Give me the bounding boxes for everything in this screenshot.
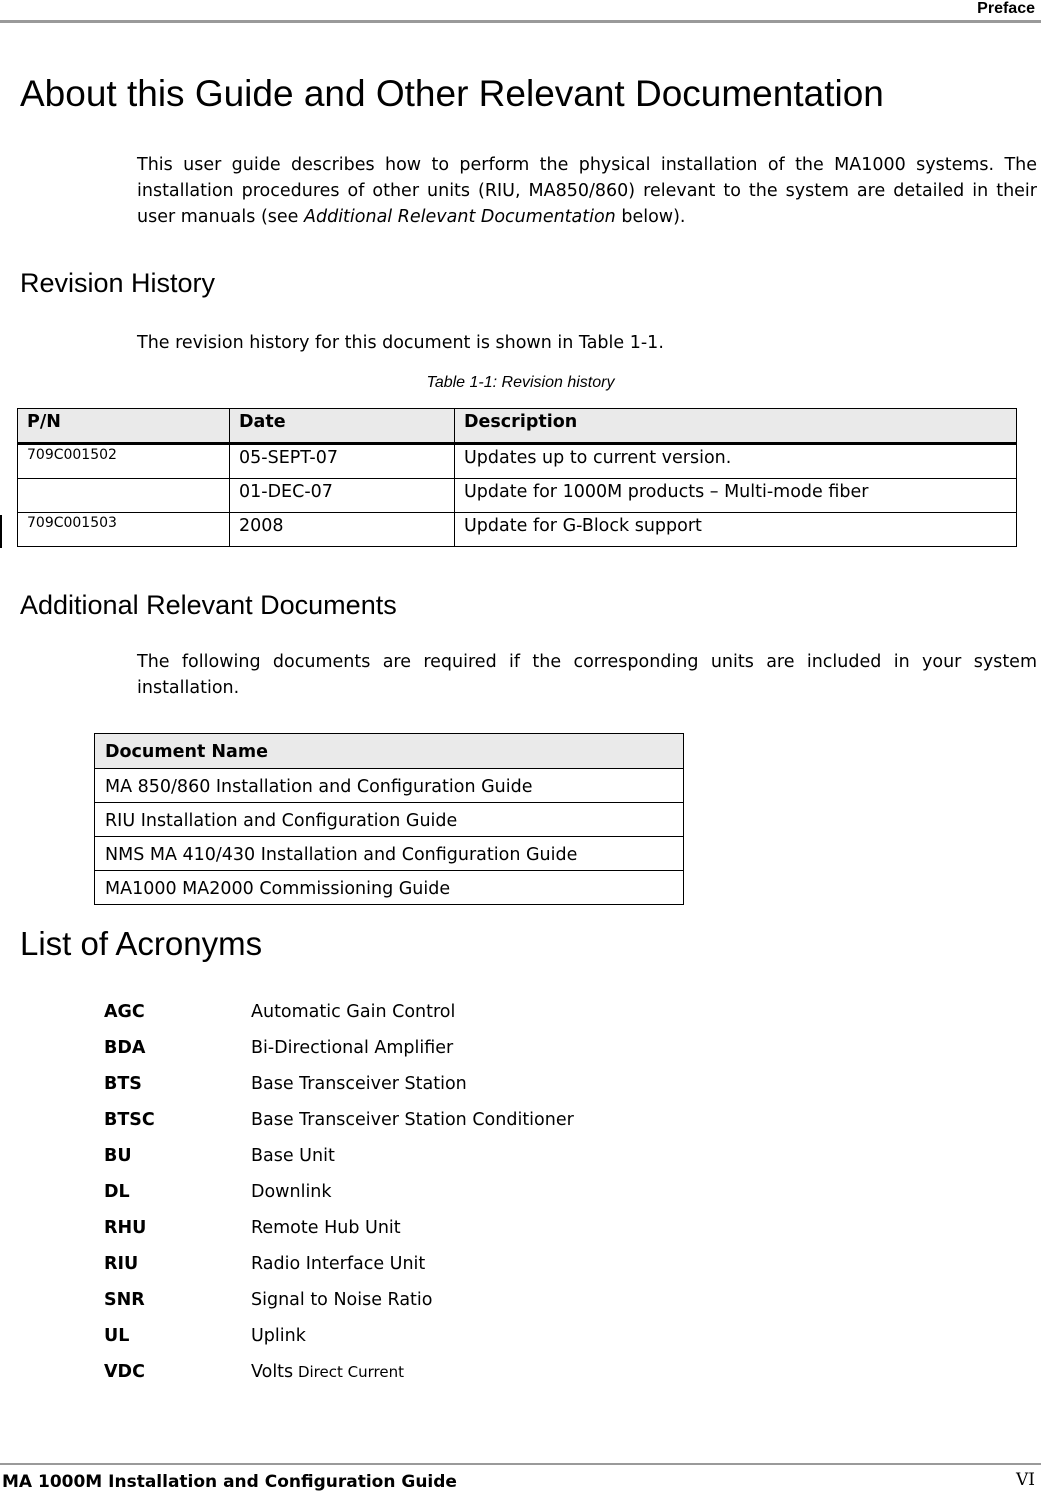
- pn-column-header: P/N: [18, 409, 230, 444]
- about-heading: About this Guide and Other Relevant Documentation: [20, 73, 884, 114]
- table-caption: Table 1-1: Revision history: [426, 374, 615, 391]
- acronym-meaning: Bi-Directional Amplifier: [251, 1038, 454, 1058]
- description-cell: Update for G-Block support: [455, 513, 1017, 547]
- about-paragraph: [137, 152, 1037, 230]
- table-row: [95, 803, 684, 837]
- acronym-meaning: Radio Interface Unit: [251, 1254, 426, 1274]
- documents-table: [94, 733, 684, 905]
- pn-cell: [18, 479, 230, 513]
- acronym-meaning: Base Unit: [251, 1146, 335, 1166]
- table-row: [18, 513, 1017, 547]
- list-item: [104, 1287, 574, 1323]
- list-item: [104, 1179, 574, 1215]
- acronym-abbr: RIU: [104, 1254, 139, 1274]
- acronym-meaning: Uplink: [251, 1326, 306, 1346]
- date-cell: 2008: [230, 513, 455, 547]
- acronym-meaning: Remote Hub Unit: [251, 1218, 401, 1238]
- acronym-meaning: Downlink: [251, 1182, 332, 1202]
- revision-heading: Revision History: [20, 268, 216, 298]
- acronym-abbr: RHU: [104, 1218, 147, 1238]
- acronym-list: [104, 999, 574, 1395]
- description-cell: Update for 1000M products – Multi-mode fiber: [455, 479, 1017, 513]
- date-cell: 01-DEC-07: [230, 479, 455, 513]
- list-item: [104, 1215, 574, 1251]
- acronym-abbr: BTSC: [104, 1110, 155, 1130]
- page-number: VI: [1016, 1470, 1035, 1490]
- acronym-abbr: BU: [104, 1146, 132, 1166]
- date-cell: 05-SEPT-07: [230, 444, 455, 479]
- acronym-abbr: UL: [104, 1326, 130, 1346]
- about-text-before: This user guide describes how to perform the physical installation of the MA1000 systems. The installation procedures of other units (RIU, MA850/860) relevant to the system are detailed in their user manuals (see: [137, 155, 1037, 227]
- pn-cell: 709C001503: [18, 513, 230, 547]
- acronym-abbr: BTS: [104, 1074, 142, 1094]
- acronyms-heading: List of Acronyms: [20, 925, 263, 962]
- table-row: [95, 769, 684, 803]
- acronym-meaning: Signal to Noise Ratio: [251, 1290, 433, 1310]
- list-item: [104, 1323, 574, 1359]
- additional-docs-intro: The following documents are required if the corresponding units are included in your system installation.: [137, 652, 1037, 698]
- acronym-abbr: BDA: [104, 1038, 146, 1058]
- change-margin-bar: [0, 515, 2, 548]
- footer-rule: [0, 1463, 1041, 1465]
- acronym-abbr: VDC: [104, 1362, 145, 1382]
- acronym-meaning: Base Transceiver Station: [251, 1074, 467, 1094]
- table-row: [18, 479, 1017, 513]
- list-item: [104, 1251, 574, 1287]
- acronym-meaning: Automatic Gain Control: [251, 1002, 456, 1022]
- acronym-meaning: Base Transceiver Station Conditioner: [251, 1110, 574, 1130]
- acronym-abbr: SNR: [104, 1290, 145, 1310]
- table-row: [95, 871, 684, 905]
- list-item: [104, 1143, 574, 1179]
- date-column-header: Date: [230, 409, 455, 444]
- document-name-header: Document Name: [95, 734, 684, 769]
- additional-docs-heading: Additional Relevant Documents: [20, 590, 397, 620]
- description-cell: Updates up to current version.: [455, 444, 1017, 479]
- list-item: [104, 1035, 574, 1071]
- table-row: [95, 837, 684, 871]
- list-item: [104, 1107, 574, 1143]
- header-section-label: Preface: [977, 0, 1035, 17]
- list-item: [104, 999, 574, 1035]
- document-cell: MA1000 MA2000 Commissioning Guide: [95, 871, 684, 905]
- revision-table: [17, 408, 1017, 547]
- document-cell: RIU Installation and Configuration Guide: [95, 803, 684, 837]
- revision-table-header: [18, 409, 1017, 444]
- document-cell: NMS MA 410/430 Installation and Configuration Guide: [95, 837, 684, 871]
- table-row: [18, 444, 1017, 479]
- acronym-meaning-main: Volts: [251, 1362, 294, 1382]
- footer-title: MA 1000M Installation and Configuration Guide: [2, 1472, 457, 1492]
- header-rule: [0, 20, 1041, 23]
- acronym-abbr: DL: [104, 1182, 130, 1202]
- documents-table-header: [95, 734, 684, 769]
- list-item: [104, 1071, 574, 1107]
- acronym-meaning: [251, 1359, 404, 1395]
- about-text-after: below).: [615, 207, 686, 227]
- additional-docs-link[interactable]: Additional Relevant Documentation: [304, 207, 616, 227]
- acronym-meaning-small: Direct Current: [293, 1363, 404, 1381]
- list-item: [104, 1359, 574, 1395]
- description-column-header: Description: [455, 409, 1017, 444]
- acronym-abbr: AGC: [104, 1002, 145, 1022]
- pn-cell: 709C001502: [18, 444, 230, 479]
- document-cell: MA 850/860 Installation and Configuration Guide: [95, 769, 684, 803]
- revision-intro: The revision history for this document is shown in Table 1-1.: [137, 333, 664, 353]
